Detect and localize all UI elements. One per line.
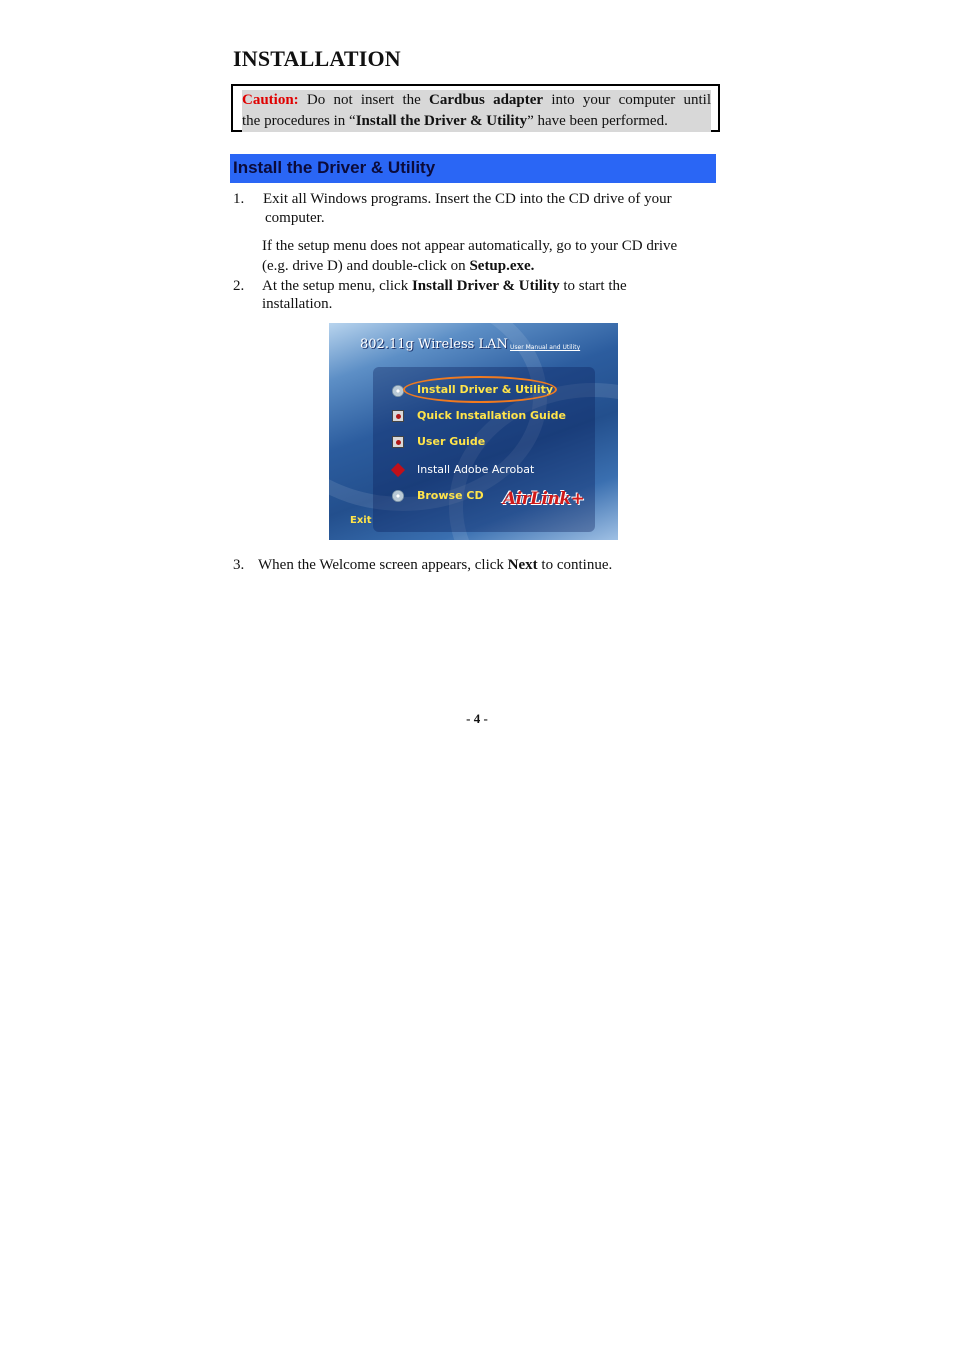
step-1-text-line-1: Exit all Windows programs. Insert the CD into the CD drive of your bbox=[263, 191, 672, 207]
step-2-text: At the setup menu, click bbox=[262, 278, 412, 294]
caution-bold-cardbus: Cardbus adapter bbox=[429, 92, 544, 108]
cd-icon bbox=[392, 385, 404, 397]
caution-line-2 bbox=[242, 111, 711, 132]
step-2-text-line-1 bbox=[262, 277, 627, 296]
caution-text-part: into your computer until bbox=[543, 92, 711, 108]
airlink-logo bbox=[503, 487, 585, 517]
setup-menu-screenshot bbox=[329, 323, 618, 540]
next-bold: Next bbox=[507, 557, 538, 573]
step-1-number: 1. bbox=[233, 191, 245, 207]
caution-text-part: ” have been performed. bbox=[527, 113, 668, 129]
setup-menu-title: 802.11g Wireless LAN bbox=[360, 337, 508, 352]
step-2-text: to start the bbox=[559, 278, 627, 294]
highlight-ring bbox=[403, 376, 557, 403]
caution-box bbox=[231, 84, 720, 132]
section-header-bar bbox=[230, 154, 716, 183]
step-2-text-line-2: installation. bbox=[262, 296, 333, 312]
setup-exe-bold: Setup.exe. bbox=[469, 258, 535, 274]
caution-text bbox=[242, 90, 711, 132]
menu-item-quick-guide[interactable]: Quick Installation Guide bbox=[417, 409, 566, 422]
exit-button[interactable]: Exit bbox=[350, 515, 372, 526]
step-3-text-part: When the Welcome screen appears, click bbox=[258, 557, 508, 573]
step-1-text-line-2: computer. bbox=[265, 210, 325, 226]
document-icon bbox=[392, 436, 404, 448]
caution-line-1 bbox=[242, 90, 711, 111]
caution-text-part: Do not insert the bbox=[298, 92, 429, 108]
page-number: - 4 - bbox=[466, 711, 488, 726]
menu-item-install-driver[interactable]: Install Driver & Utility bbox=[417, 383, 554, 396]
cd-icon bbox=[392, 490, 404, 502]
step-3-text-part: to continue. bbox=[537, 557, 613, 573]
step-2-number: 2. bbox=[233, 278, 245, 294]
menu-item-install-acrobat[interactable]: Install Adobe Acrobat bbox=[417, 463, 535, 476]
document-icon bbox=[392, 410, 404, 422]
section-title: Install the Driver & Utility bbox=[233, 158, 436, 177]
airlink-logo-text: AirLink+ bbox=[503, 489, 585, 509]
page-title: INSTALLATION bbox=[233, 46, 401, 71]
setup-menu-subtitle: User Manual and Utility bbox=[510, 344, 581, 351]
step-3-number: 3. bbox=[233, 557, 245, 573]
caution-label: Caution: bbox=[242, 92, 299, 108]
menu-item-browse-cd[interactable]: Browse CD bbox=[417, 489, 484, 502]
step-1-note-line-2 bbox=[262, 257, 534, 276]
note-text: (e.g. drive D) and double-click on bbox=[262, 258, 470, 274]
step-3-text bbox=[258, 556, 612, 575]
step-2-bold: Install Driver & Utility bbox=[411, 278, 560, 294]
caution-bold-install: Install the Driver & Utility bbox=[355, 113, 528, 129]
caution-text-part: the procedures in “ bbox=[242, 113, 356, 129]
step-1-note-line-1: If the setup menu does not appear automatically, go to your CD drive bbox=[262, 238, 678, 254]
menu-item-user-guide[interactable]: User Guide bbox=[417, 435, 486, 448]
